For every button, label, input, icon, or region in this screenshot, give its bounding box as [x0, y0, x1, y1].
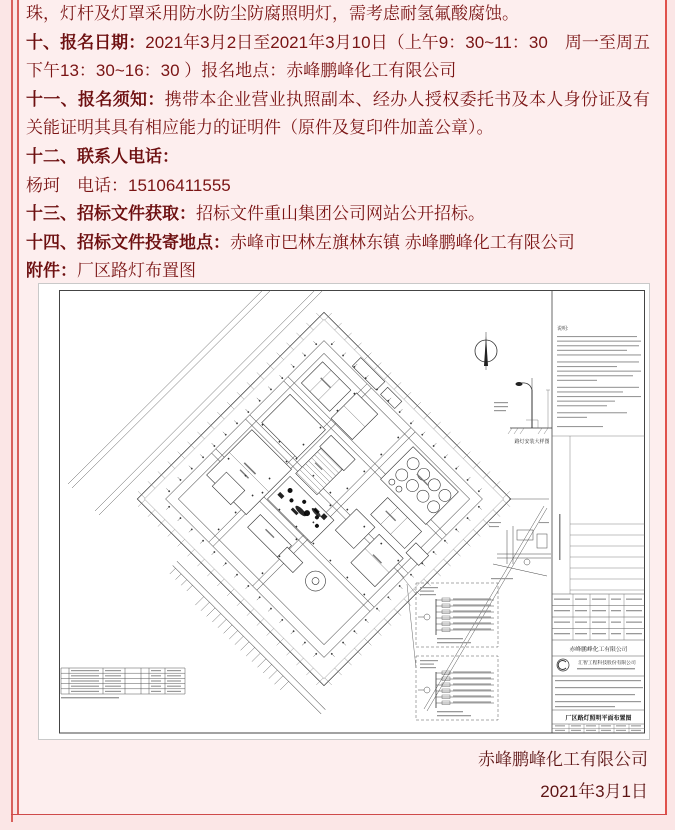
- owner-company: 赤峰鹏峰化工有限公司: [569, 647, 628, 653]
- doc-line-item12: 十二、联系人电话：: [26, 146, 179, 166]
- sheet-frame: [60, 291, 645, 734]
- titleblock: [552, 325, 645, 733]
- right-border: [665, 0, 667, 814]
- signature-company: 赤峰鹏峰化工有限公司: [478, 750, 648, 769]
- doc-line-attachment: 附件：厂区路灯布置图: [26, 261, 196, 281]
- revision-rows: [552, 436, 645, 594]
- signature-table: [552, 594, 645, 724]
- left-outer-border: [11, 0, 13, 822]
- buildings: [201, 339, 494, 632]
- doc-line-overflow: 珠，灯杆及灯罩采用防水防尘防腐照明灯，需考虑耐氢氟酸腐蚀。: [26, 4, 519, 23]
- doc-line-contact: 杨珂 电话：15106411555: [26, 175, 231, 195]
- notes-text-lines: [557, 336, 641, 427]
- left-inner-border: [17, 0, 19, 814]
- announcement-text: [26, 0, 650, 286]
- doc-line-item13: 十三、招标文件获取：招标文件重山集团公司网站公开招标。: [26, 204, 485, 224]
- project-info-lines: [555, 680, 643, 707]
- design-firm-logo: [557, 659, 569, 671]
- lamp-detail-caption: 路灯安装大样图: [514, 439, 550, 445]
- notes-title: 说明:: [557, 326, 569, 332]
- signature-date: 2021年3月1日: [540, 782, 648, 801]
- doc-line-item10: 十、报名日期：2021年3月2日至2021年3月10日（上午9：30~11：30 周一至周五下午13：30~16：30 ）报名地点：赤峰鹏峰化工有限公司: [26, 32, 650, 81]
- site-plan-area: [68, 284, 549, 722]
- doc-line-item11: 十一、报名须知：携带本企业营业执照副本、经办人授权委托书及本人身份证及有关能证明其具有相应能力的证明件（原件及复印件加盖公章）。: [26, 89, 651, 138]
- bottom-border: [11, 814, 667, 815]
- attachment-drawing: [38, 283, 650, 740]
- site-plan-svg: [39, 284, 649, 739]
- north-arrow-icon: [475, 332, 497, 370]
- lamp-detail: [494, 378, 552, 445]
- factory-compound: [110, 305, 527, 722]
- junction-detail: [489, 522, 551, 579]
- legend-table: [61, 668, 185, 698]
- doc-line-item14: 十四、招标文件投寄地点：赤峰市巴林左旗林东镇 赤峰鹏峰化工有限公司: [26, 232, 575, 252]
- drawing-title: 厂区路灯照明平面布置图: [565, 716, 632, 722]
- design-firm-name: 汇智工程科技股份有限公司: [578, 661, 636, 666]
- signature-block: [478, 744, 648, 808]
- distribution-box-diagrams: [416, 583, 498, 720]
- parking-ticks: [167, 568, 289, 690]
- titleblock-bottom-grid: [552, 724, 645, 733]
- roundabout: [301, 567, 329, 595]
